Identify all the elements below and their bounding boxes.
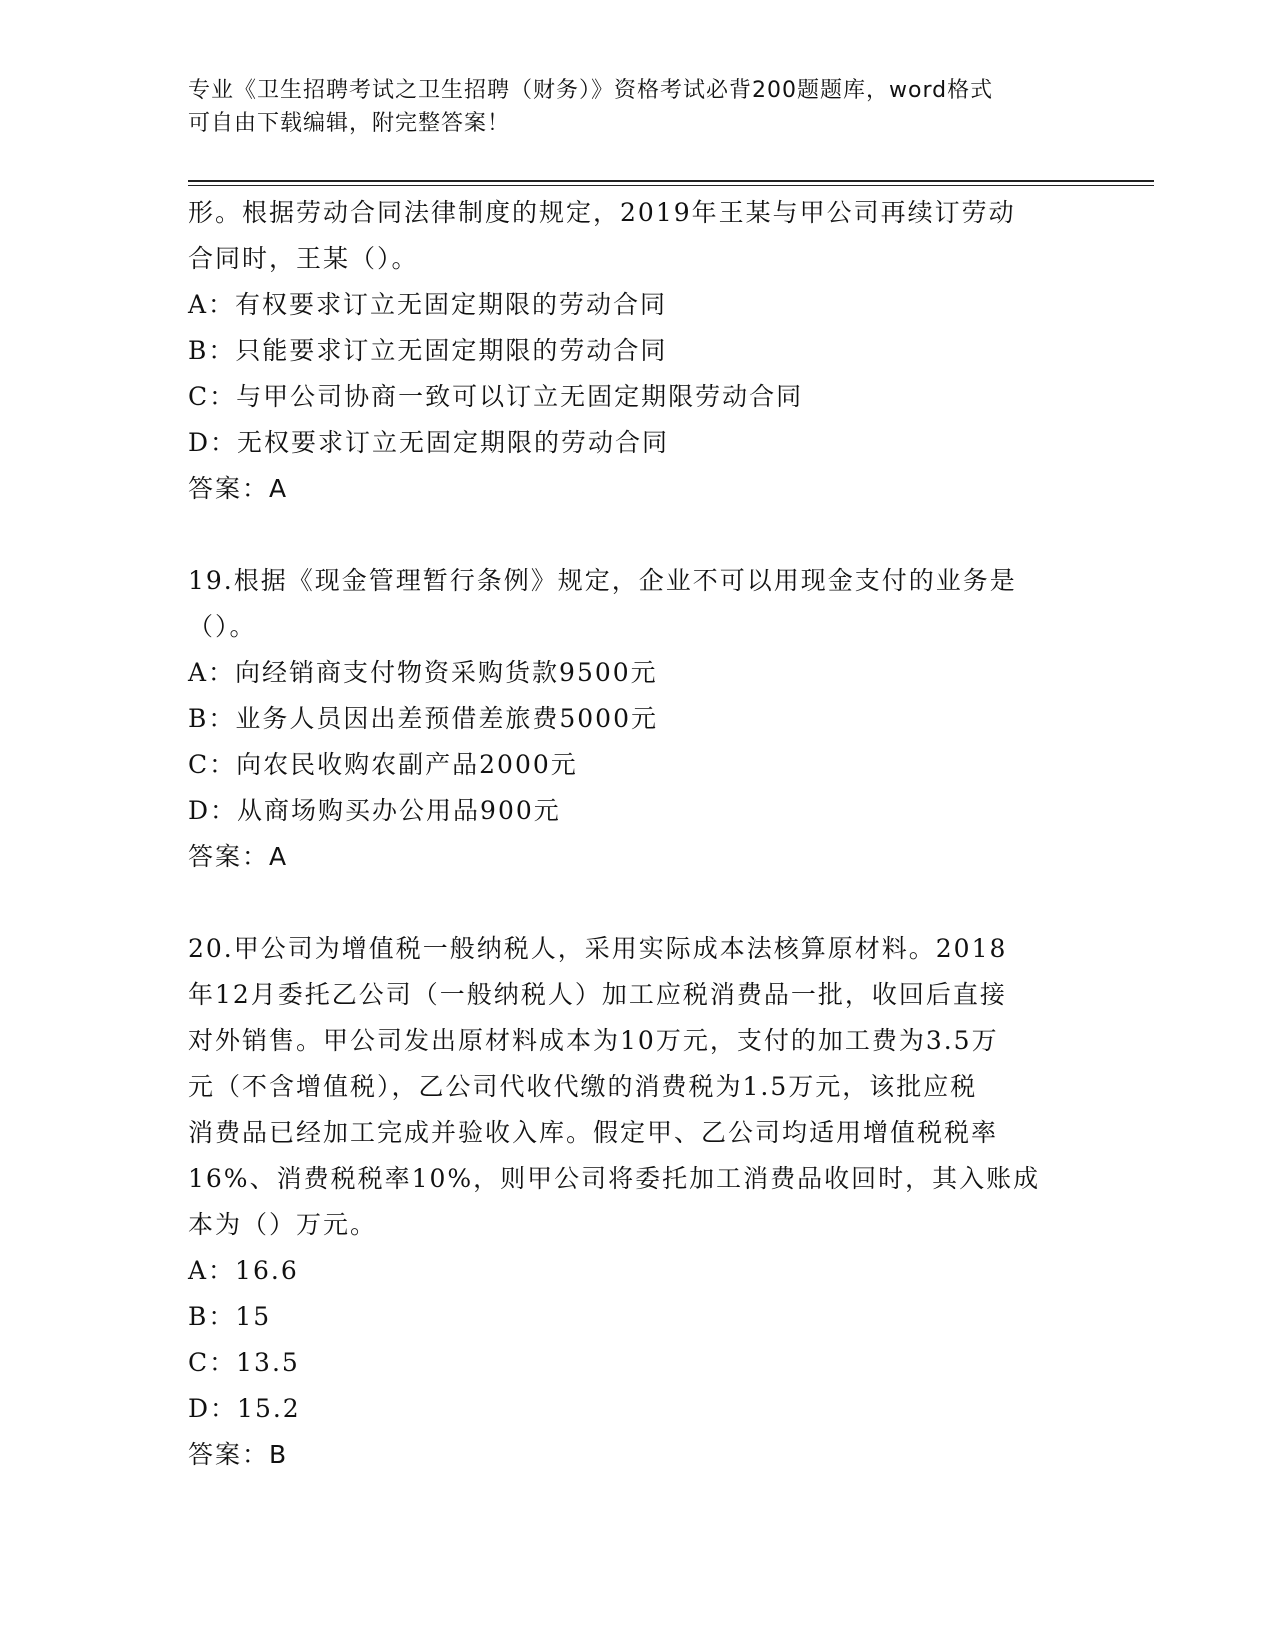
option-a: A：16.6: [188, 1256, 299, 1285]
header-line-2: 可自由下载编辑，附完整答案！: [188, 111, 511, 136]
question-stem-line: 19.根据《现金管理暂行条例》规定，企业不可以用现金支付的业务是: [188, 566, 1017, 595]
answer-line: 答案：A: [188, 474, 289, 503]
option-d: D：15.2: [188, 1394, 301, 1423]
option-c: C：13.5: [188, 1348, 300, 1377]
header-line-1: 专业《卫生招聘考试之卫生招聘（财务）》资格考试必背200题题库，word格式: [188, 78, 994, 103]
question-stem-line: （）。: [188, 612, 257, 641]
question-stem-line: 20.甲公司为增值税一般纳税人，采用实际成本法核算原材料。2018: [188, 934, 1008, 963]
question-stem-line: 消费品已经加工完成并验收入库。假定甲、乙公司均适用增值税税率: [188, 1118, 999, 1147]
option-d: D：无权要求订立无固定期限的劳动合同: [188, 428, 670, 457]
option-b: B：只能要求订立无固定期限的劳动合同: [188, 336, 668, 365]
question-18: [188, 190, 1078, 512]
option-b: B：业务人员因出差预借差旅费5000元: [188, 704, 658, 733]
option-a: A：向经销商支付物资采购货款9500元: [188, 658, 658, 687]
answer-line: 答案：A: [188, 842, 289, 871]
option-c: C：与甲公司协商一致可以订立无固定期限劳动合同: [188, 382, 804, 411]
option-b: B：15: [188, 1302, 272, 1331]
question-content: [188, 190, 1078, 1478]
question-stem-line: 16%、消费税税率10%，则甲公司将委托加工消费品收回时，其入账成: [188, 1164, 1041, 1193]
question-19: [188, 558, 1078, 880]
document-header: [188, 74, 1068, 140]
question-20: [188, 926, 1078, 1478]
header-divider-thin: [188, 185, 1154, 186]
question-stem-line: 本为（）万元。: [188, 1210, 378, 1239]
answer-line: 答案：B: [188, 1440, 289, 1469]
question-stem-line: 形。根据劳动合同法律制度的规定，2019年王某与甲公司再续订劳动: [188, 198, 1016, 227]
option-d: D：从商场购买办公用品900元: [188, 796, 561, 825]
question-stem-line: 对外销售。甲公司发出原材料成本为10万元，支付的加工费为3.5万: [188, 1026, 999, 1055]
question-stem-line: 元（不含增值税），乙公司代收代缴的消费税为1.5万元，该批应税: [188, 1072, 978, 1101]
option-c: C：向农民收购农副产品2000元: [188, 750, 578, 779]
question-stem-line: 年12月委托乙公司（一般纳税人）加工应税消费品一批，收回后直接: [188, 980, 1007, 1009]
option-a: A：有权要求订立无固定期限的劳动合同: [188, 290, 668, 319]
question-stem-line: 合同时，王某（）。: [188, 244, 419, 273]
header-divider-thick: [188, 180, 1154, 182]
